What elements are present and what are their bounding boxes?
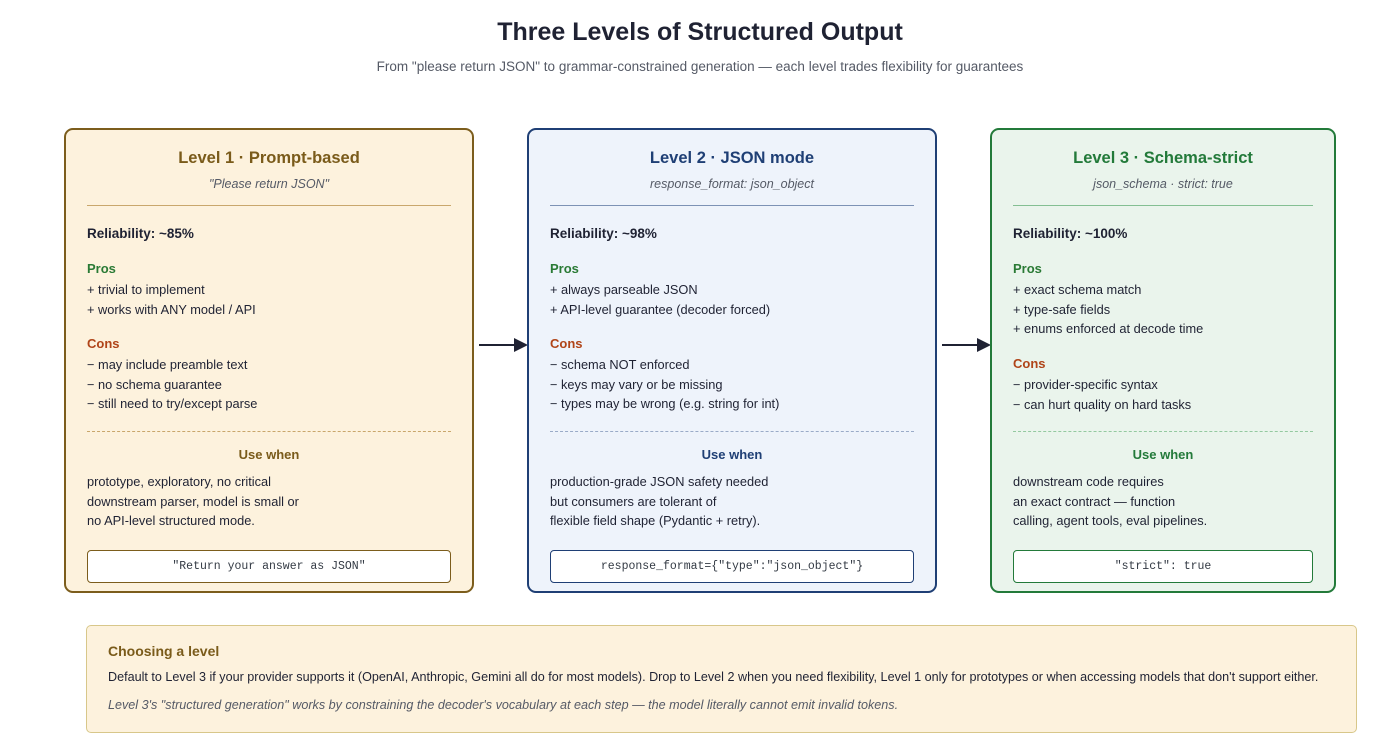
level-1-pros-list: [87, 280, 256, 319]
list-item: + exact schema match: [1013, 282, 1142, 297]
level-1-card: [64, 128, 474, 593]
choosing-level-panel: [86, 625, 1357, 733]
level-2-title: Level 2 · JSON mode: [649, 149, 815, 167]
level-1-reliability: Reliability: ~85%: [87, 226, 194, 241]
list-item: − still need to try/except parse: [87, 396, 258, 411]
level-3-dashed-divider: [1013, 431, 1313, 432]
list-item: calling, agent tools, eval pipelines.: [1013, 513, 1208, 528]
level-1-dashed-divider: [87, 431, 451, 432]
summary-note: Level 3's "structured generation" works by constraining the decoder's vocabulary at each step — the model literally cannot emit invalid tokens.: [108, 698, 899, 712]
level-1-cons-list: [87, 355, 257, 414]
summary-body: Default to Level 3 if your provider supports it (OpenAI, Anthropic, Gemini all do for most models). Drop to Level 2 when you need flexibility, Level 1 only for prototypes or when accessing models that don't support either.: [108, 670, 1319, 684]
list-item: no API-level structured mode.: [87, 513, 255, 528]
level-2-cons-heading: Cons: [550, 336, 583, 351]
list-item: − can hurt quality on hard tasks: [1013, 396, 1192, 412]
level-2-pros-list: [550, 280, 770, 319]
level-2-subtitle: response_format: json_object: [650, 177, 814, 191]
level-3-code-example: "strict": true: [1013, 550, 1313, 583]
list-item: − provider-specific syntax: [1013, 377, 1158, 392]
level-3-divider: [1013, 205, 1313, 206]
list-item: + trivial to implement: [87, 282, 205, 297]
list-item: − schema NOT enforced: [550, 357, 690, 372]
level-1-pros-heading: Pros: [87, 261, 116, 276]
level-2-use-when-text: [550, 472, 768, 531]
level-2-reliability: Reliability: ~98%: [550, 226, 657, 241]
list-item: − no schema guarantee: [87, 376, 222, 392]
level-2-card: [527, 128, 937, 593]
level-3-subtitle: json_schema · strict: true: [1093, 177, 1233, 191]
list-item: flexible field shape (Pydantic + retry).: [550, 513, 761, 528]
level-1-use-when-heading: Use when: [238, 447, 300, 462]
diagram-title: Three Levels of Structured Output: [497, 18, 903, 46]
level-3-use-when-heading: Use when: [1132, 447, 1194, 462]
level-1-use-when-text: [87, 472, 299, 531]
level-3-title: Level 3 · Schema-strict: [1073, 149, 1253, 167]
list-item: − keys may vary or be missing: [550, 376, 723, 392]
level-3-use-when-text: [1013, 472, 1207, 531]
list-item: − may include preamble text: [87, 357, 248, 372]
list-item: prototype, exploratory, no critical: [87, 474, 271, 489]
list-item: an exact contract — function: [1013, 493, 1176, 509]
list-item: + works with ANY model / API: [87, 301, 256, 317]
summary-title: Choosing a level: [108, 643, 220, 659]
level-3-cons-list: [1013, 375, 1191, 414]
list-item: but consumers are tolerant of: [550, 493, 717, 509]
arrow-right-icon: [478, 335, 528, 355]
level-2-cons-list: [550, 355, 779, 414]
level-1-divider: [87, 205, 451, 206]
list-item: + type-safe fields: [1013, 301, 1111, 317]
level-1-title: Level 1 · Prompt-based: [178, 149, 360, 167]
diagram-subtitle: From "please return JSON" to grammar-constrained generation — each level trades flexibility for guarantees: [376, 59, 1024, 74]
level-3-cons-heading: Cons: [1013, 356, 1046, 371]
level-2-pros-heading: Pros: [550, 261, 579, 276]
level-1-cons-heading: Cons: [87, 336, 120, 351]
level-2-divider: [550, 205, 914, 206]
list-item: + always parseable JSON: [550, 282, 698, 297]
list-item: + API-level guarantee (decoder forced): [550, 301, 771, 317]
list-item: − types may be wrong (e.g. string for int): [550, 396, 780, 411]
list-item: + enums enforced at decode time: [1013, 321, 1204, 336]
list-item: downstream parser, model is small or: [87, 493, 299, 509]
level-3-pros-list: [1013, 280, 1203, 339]
list-item: downstream code requires: [1013, 474, 1164, 489]
level-1-subtitle: "Please return JSON": [208, 177, 330, 191]
level-3-pros-heading: Pros: [1013, 261, 1042, 276]
level-1-code-example: "Return your answer as JSON": [87, 550, 451, 583]
level-2-code-example: response_format={"type":"json_object"}: [550, 550, 914, 583]
list-item: production-grade JSON safety needed: [550, 474, 769, 489]
arrow-right-icon: [941, 335, 991, 355]
level-3-card: [990, 128, 1336, 593]
level-2-use-when-heading: Use when: [701, 447, 763, 462]
level-2-dashed-divider: [550, 431, 914, 432]
level-3-reliability: Reliability: ~100%: [1013, 226, 1128, 241]
